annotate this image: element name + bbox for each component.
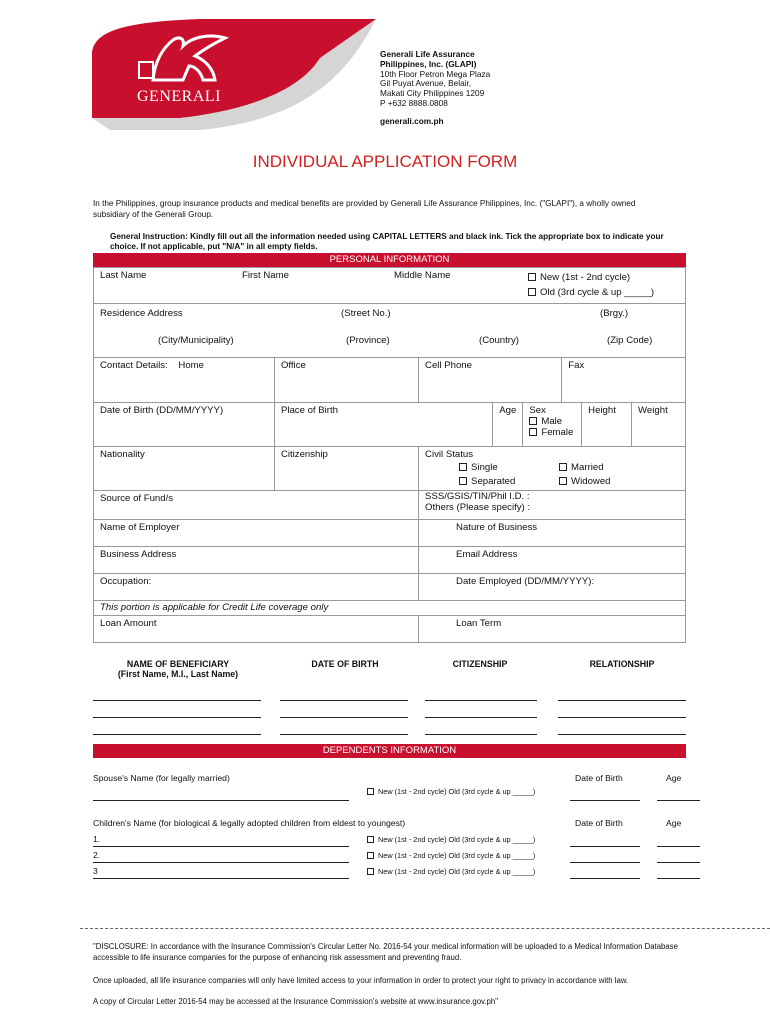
- separated-checkbox[interactable]: [459, 477, 467, 485]
- new-cycle-label: New (1st - 2nd cycle): [540, 272, 631, 283]
- employer-label: Name of Employer: [100, 522, 180, 533]
- cell-label: Cell Phone: [425, 360, 472, 371]
- child-1-number: 1.: [93, 834, 101, 844]
- lion-logo-icon: [133, 30, 233, 90]
- separated-option[interactable]: [459, 476, 515, 487]
- pob-label: Place of Birth: [280, 405, 338, 416]
- others-label: Others (Please specify) :: [425, 502, 531, 513]
- fax-field[interactable]: [562, 358, 686, 403]
- spouse-age-line[interactable]: [657, 800, 700, 801]
- cell-field[interactable]: [419, 358, 562, 403]
- child-1-name-line[interactable]: [93, 846, 349, 847]
- children-age-label: Age: [666, 818, 682, 828]
- credit-note: This portion is applicable for Credit Life coverage only: [94, 601, 686, 616]
- child-1-cycle-label: New (1st - 2nd cycle) Old (3rd cycle & up _____): [378, 835, 536, 844]
- name-row[interactable]: [94, 268, 686, 304]
- citizenship-field[interactable]: [274, 447, 418, 491]
- child-2-cycle-label: New (1st - 2nd cycle) Old (3rd cycle & up _____): [378, 851, 536, 860]
- dob-field[interactable]: [94, 403, 275, 447]
- height-label: Height: [588, 405, 616, 416]
- loan-term-label: Loan Term: [456, 618, 502, 629]
- company-name-line1: Generali Life Assurance: [380, 49, 475, 59]
- phone: P +632 8888.0808: [380, 97, 448, 108]
- child-2-name-line[interactable]: [93, 862, 349, 863]
- spouse-cycle-option[interactable]: [367, 787, 535, 796]
- civil-status-label: Civil Status: [425, 449, 474, 460]
- business-address-label: Business Address: [100, 549, 177, 560]
- child-2-age-line[interactable]: [657, 862, 700, 863]
- beneficiary-citizenship-heading: CITIZENSHIP: [452, 659, 508, 669]
- company-name-line2: Philippines, Inc. (GLAPI): [380, 58, 477, 69]
- spouse-label: Spouse's Name (for legally married): [93, 773, 230, 783]
- widowed-option[interactable]: [559, 476, 610, 487]
- old-cycle-checkbox[interactable]: [528, 288, 536, 296]
- last-name-label: Last Name: [100, 270, 147, 281]
- spouse-name-line[interactable]: [93, 800, 349, 801]
- beneficiary-dob-line-2[interactable]: [280, 717, 408, 718]
- nationality-field[interactable]: [94, 447, 275, 491]
- date-employed-field[interactable]: [419, 574, 686, 601]
- header: [0, 0, 770, 135]
- citizenship-label: Citizenship: [280, 449, 328, 460]
- beneficiary-relationship-line-1[interactable]: [558, 700, 686, 701]
- office-field[interactable]: [274, 358, 418, 403]
- home-field[interactable]: [94, 358, 275, 403]
- child-2-cycle-option[interactable]: [367, 851, 535, 860]
- height-field[interactable]: [582, 403, 632, 447]
- spouse-dob-line[interactable]: [570, 800, 640, 801]
- child-3-age-line[interactable]: [657, 878, 700, 879]
- beneficiary-name-heading-line1: NAME OF BENEFICIARY: [126, 659, 230, 669]
- beneficiary-citizenship-line-2[interactable]: [425, 717, 537, 718]
- single-checkbox[interactable]: [459, 463, 467, 471]
- single-label: Single: [471, 462, 498, 473]
- dependents-header: DEPENDENTS INFORMATION: [93, 744, 686, 758]
- child-1-age-line[interactable]: [657, 846, 700, 847]
- old-cycle-label: Old (3rd cycle & up _____): [540, 287, 655, 298]
- spouse-cycle-label: New (1st - 2nd cycle) Old (3rd cycle & up _____): [378, 787, 536, 796]
- email-label: Email Address: [456, 549, 518, 560]
- child-3-cycle-label: New (1st - 2nd cycle) Old (3rd cycle & up _____): [378, 867, 536, 876]
- married-checkbox[interactable]: [559, 463, 567, 471]
- employer-field[interactable]: [94, 520, 419, 547]
- child-2-checkbox[interactable]: [367, 852, 374, 859]
- child-3-cycle-option[interactable]: [367, 867, 535, 876]
- fax-label: Fax: [568, 360, 585, 371]
- child-3-name-line[interactable]: [93, 878, 349, 879]
- child-1-checkbox[interactable]: [367, 836, 374, 843]
- widowed-checkbox[interactable]: [559, 477, 567, 485]
- personal-info-header: PERSONAL INFORMATION: [93, 253, 686, 267]
- country-label: (Country): [479, 335, 519, 346]
- city-label: (City/Municipality): [158, 335, 234, 346]
- personal-info-table: [93, 267, 686, 643]
- email-field[interactable]: [419, 547, 686, 574]
- male-checkbox[interactable]: [529, 417, 537, 425]
- nationality-label: Nationality: [100, 449, 145, 460]
- loan-amount-label: Loan Amount: [100, 618, 157, 629]
- form-title: INDIVIDUAL APPLICATION FORM: [252, 152, 518, 171]
- home-label: Home: [178, 360, 204, 371]
- street-label: (Street No.): [341, 308, 391, 319]
- female-label: Female: [541, 427, 574, 438]
- sex-field: [523, 403, 582, 447]
- disclosure-paragraph-1: "DISCLOSURE: In accordance with the Insurance Commission's Circular Letter No. 2016-54 your medical information will be uploaded to a Medical Information Database accessible to life insurance companies for the purpose of enhancing risk assessment and preventing fraud.: [93, 942, 678, 962]
- child-3-number: 3: [93, 866, 98, 876]
- beneficiary-dob-heading: DATE OF BIRTH: [311, 659, 379, 669]
- child-3-dob-line[interactable]: [570, 878, 640, 879]
- nature-label: Nature of Business: [456, 522, 538, 533]
- loan-amount-field[interactable]: [94, 616, 419, 643]
- office-label: Office: [280, 360, 306, 371]
- website-link[interactable]: generali.com.ph: [380, 115, 444, 126]
- male-label: Male: [541, 416, 563, 427]
- child-1-dob-line[interactable]: [570, 846, 640, 847]
- brgy-label: (Brgy.): [600, 308, 629, 319]
- first-name-label: First Name: [242, 270, 289, 281]
- contact-label: Contact Details:: [100, 360, 168, 371]
- beneficiary-relationship-line-3[interactable]: [558, 734, 686, 735]
- beneficiary-citizenship-line-3[interactable]: [425, 734, 537, 735]
- weight-label: Weight: [638, 405, 668, 416]
- old-cycle-option[interactable]: [528, 287, 654, 298]
- spouse-age-label: Age: [666, 773, 682, 783]
- pob-field[interactable]: [274, 403, 492, 447]
- spouse-dob-label: Date of Birth: [575, 773, 623, 783]
- children-dob-label: Date of Birth: [575, 818, 623, 828]
- general-instruction: General Instruction: Kindly fill out all the information needed using CAPITAL LETTERS and black ink. Tick the appropriate box to indicate your choice. If not applicable, put "N/A" in all empty fields.: [110, 232, 664, 251]
- weight-field[interactable]: [632, 403, 686, 447]
- child-2-dob-line[interactable]: [570, 862, 640, 863]
- new-cycle-option[interactable]: [528, 272, 630, 283]
- beneficiary-name-heading: [93, 659, 263, 679]
- address-line3: Makati City Philippines 1209: [380, 88, 485, 99]
- id-field[interactable]: [419, 491, 686, 520]
- address-line1: 10th Floor Petron Mega Plaza: [380, 68, 491, 79]
- residence-label: Residence Address: [100, 308, 183, 319]
- business-address-field[interactable]: [94, 547, 419, 574]
- company-logo-text: GENERALI: [137, 88, 221, 105]
- middle-name-label: Middle Name: [394, 270, 451, 281]
- source-funds-label: Source of Fund/s: [100, 493, 174, 504]
- male-option[interactable]: [529, 416, 575, 427]
- cut-line-divider: [80, 928, 770, 929]
- intro-text: In the Philippines, group insurance products and medical benefits are provided by Generali Life Assurance Philippines, Inc. ("GLAPI"), a wholly owned subsidiary of the Generali Group.: [93, 199, 636, 219]
- beneficiary-relationship-heading: RELATIONSHIP: [589, 659, 655, 669]
- child-1-cycle-option[interactable]: [367, 835, 535, 844]
- beneficiary-name-heading-line2: (First Name, M.I., Last Name): [117, 669, 239, 679]
- married-label: Married: [571, 462, 604, 473]
- company-address: [380, 50, 490, 127]
- new-cycle-checkbox[interactable]: [528, 273, 536, 281]
- sss-label: SSS/GSIS/TIN/Phil I.D. :: [425, 491, 530, 502]
- child-3-checkbox[interactable]: [367, 868, 374, 875]
- children-label: Children's Name (for biological & legally adopted children from eldest to youngest): [93, 818, 406, 828]
- source-funds-field[interactable]: [94, 491, 419, 520]
- age-label: Age: [499, 405, 517, 416]
- beneficiary-citizenship-line-1[interactable]: [425, 700, 537, 701]
- beneficiary-name-line-3[interactable]: [93, 734, 261, 735]
- married-option[interactable]: [559, 462, 604, 473]
- occupation-label: Occupation:: [100, 576, 152, 587]
- nature-field[interactable]: [419, 520, 686, 547]
- beneficiary-dob-line-3[interactable]: [280, 734, 408, 735]
- loan-term-field[interactable]: [419, 616, 686, 643]
- beneficiary-relationship-line-2[interactable]: [558, 717, 686, 718]
- disclosure-paragraph-3: A copy of Circular Letter 2016-54 may be accessed at the Insurance Commission's website at www.insurance.gov.ph": [93, 997, 498, 1006]
- dob-label: Date of Birth (DD/MM/YYYY): [100, 405, 224, 416]
- beneficiary-dob-line-1[interactable]: [280, 700, 408, 701]
- zip-label: (Zip Code): [607, 335, 653, 346]
- single-option[interactable]: [459, 462, 498, 473]
- civil-status-field: [419, 447, 686, 491]
- date-employed-label: Date Employed (DD/MM/YYYY):: [456, 576, 595, 587]
- spouse-new-checkbox[interactable]: [367, 788, 374, 795]
- child-2-number: 2.: [93, 850, 101, 860]
- widowed-label: Widowed: [571, 476, 611, 487]
- province-label: (Province): [346, 335, 390, 346]
- age-field[interactable]: [493, 403, 523, 447]
- disclosure-paragraph-2: Once uploaded, all life insurance companies will only have limited access to your information in order to protect your right to privacy in accordance with law.: [93, 976, 629, 985]
- separated-label: Separated: [471, 476, 516, 487]
- beneficiary-name-line-2[interactable]: [93, 717, 261, 718]
- female-checkbox[interactable]: [529, 428, 537, 436]
- female-option[interactable]: [529, 427, 575, 438]
- address-line2: Gil Puyat Avenue, Belair,: [380, 78, 472, 89]
- beneficiary-name-line-1[interactable]: [93, 700, 261, 701]
- sex-label: Sex: [529, 405, 546, 416]
- occupation-field[interactable]: [94, 574, 419, 601]
- residence-row[interactable]: [94, 304, 686, 358]
